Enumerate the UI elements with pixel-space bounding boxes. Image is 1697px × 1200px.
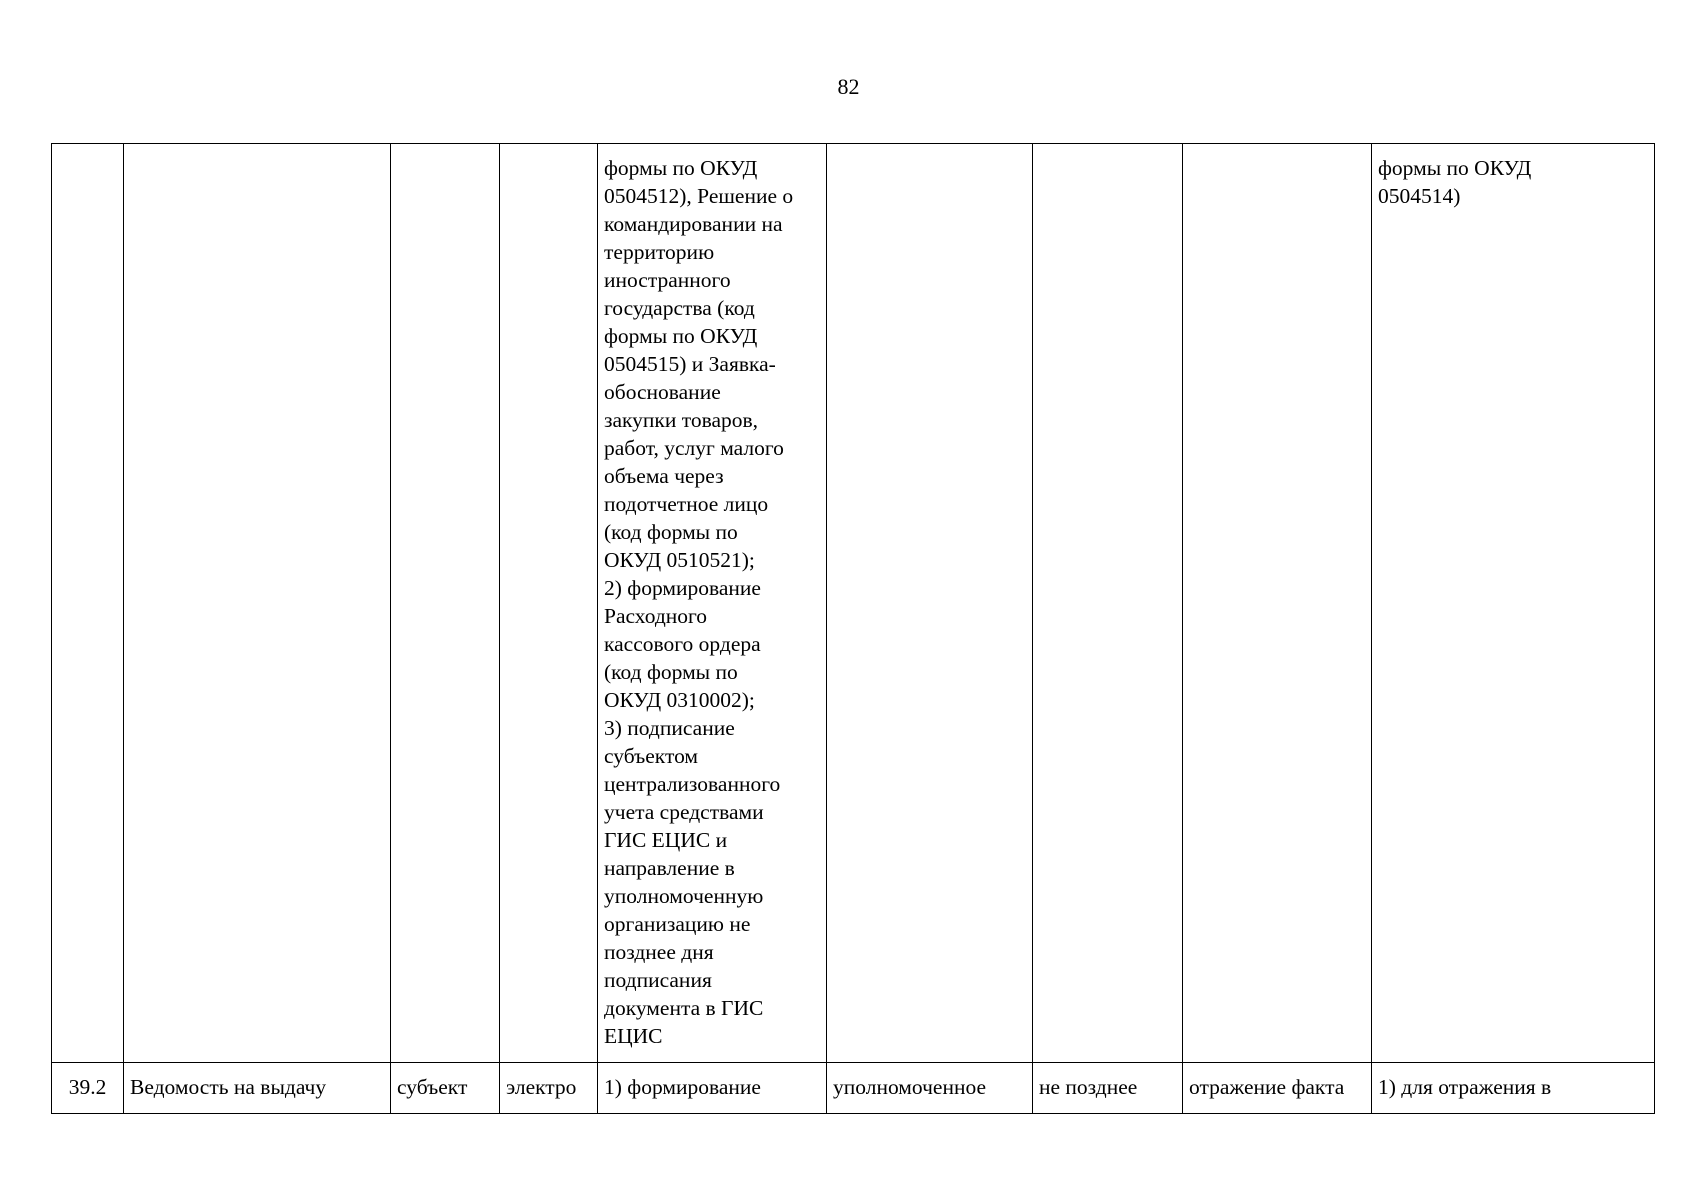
cell-executor	[827, 144, 1033, 1063]
cell-subject	[391, 144, 500, 1063]
cell-usage: формы по ОКУД 0504514)	[1372, 144, 1655, 1063]
cell-result	[1183, 144, 1372, 1063]
cell-result: отражение факта	[1183, 1063, 1372, 1114]
page-number: 82	[837, 74, 860, 99]
cell-deadline	[1033, 144, 1183, 1063]
cell-executor: уполномоченное	[827, 1063, 1033, 1114]
cell-name	[124, 144, 391, 1063]
cell-subject: субъект	[391, 1063, 500, 1114]
cell-usage: 1) для отражения в	[1372, 1063, 1655, 1114]
cell-number: 39.2	[52, 1063, 124, 1114]
cell-procedure: формы по ОКУД 0504512), Решение о командировании на территорию иностранного государства (код формы по ОКУД 0504515) и Заявка- обоснование закупки товаров, работ, услуг малого объема через подотчетное лицо (код формы по ОКУД 0510521); 2) формирование Расходного кассового ордера (код формы по ОКУД 0310002); 3) подписание субъектом централизованного учета средствами ГИС ЕЦИС и направление в уполномоченную организацию не позднее дня подписания документа в ГИС ЕЦИС	[598, 144, 827, 1063]
cell-name: Ведомость на выдачу	[124, 1063, 391, 1114]
cell-form: электро	[500, 1063, 598, 1114]
cell-deadline: не позднее	[1033, 1063, 1183, 1114]
document-table	[51, 143, 1655, 1114]
cell-procedure: 1) формирование	[598, 1063, 827, 1114]
table-row	[52, 1063, 1655, 1114]
cell-number	[52, 144, 124, 1063]
cell-form	[500, 144, 598, 1063]
table-row	[52, 144, 1655, 1063]
